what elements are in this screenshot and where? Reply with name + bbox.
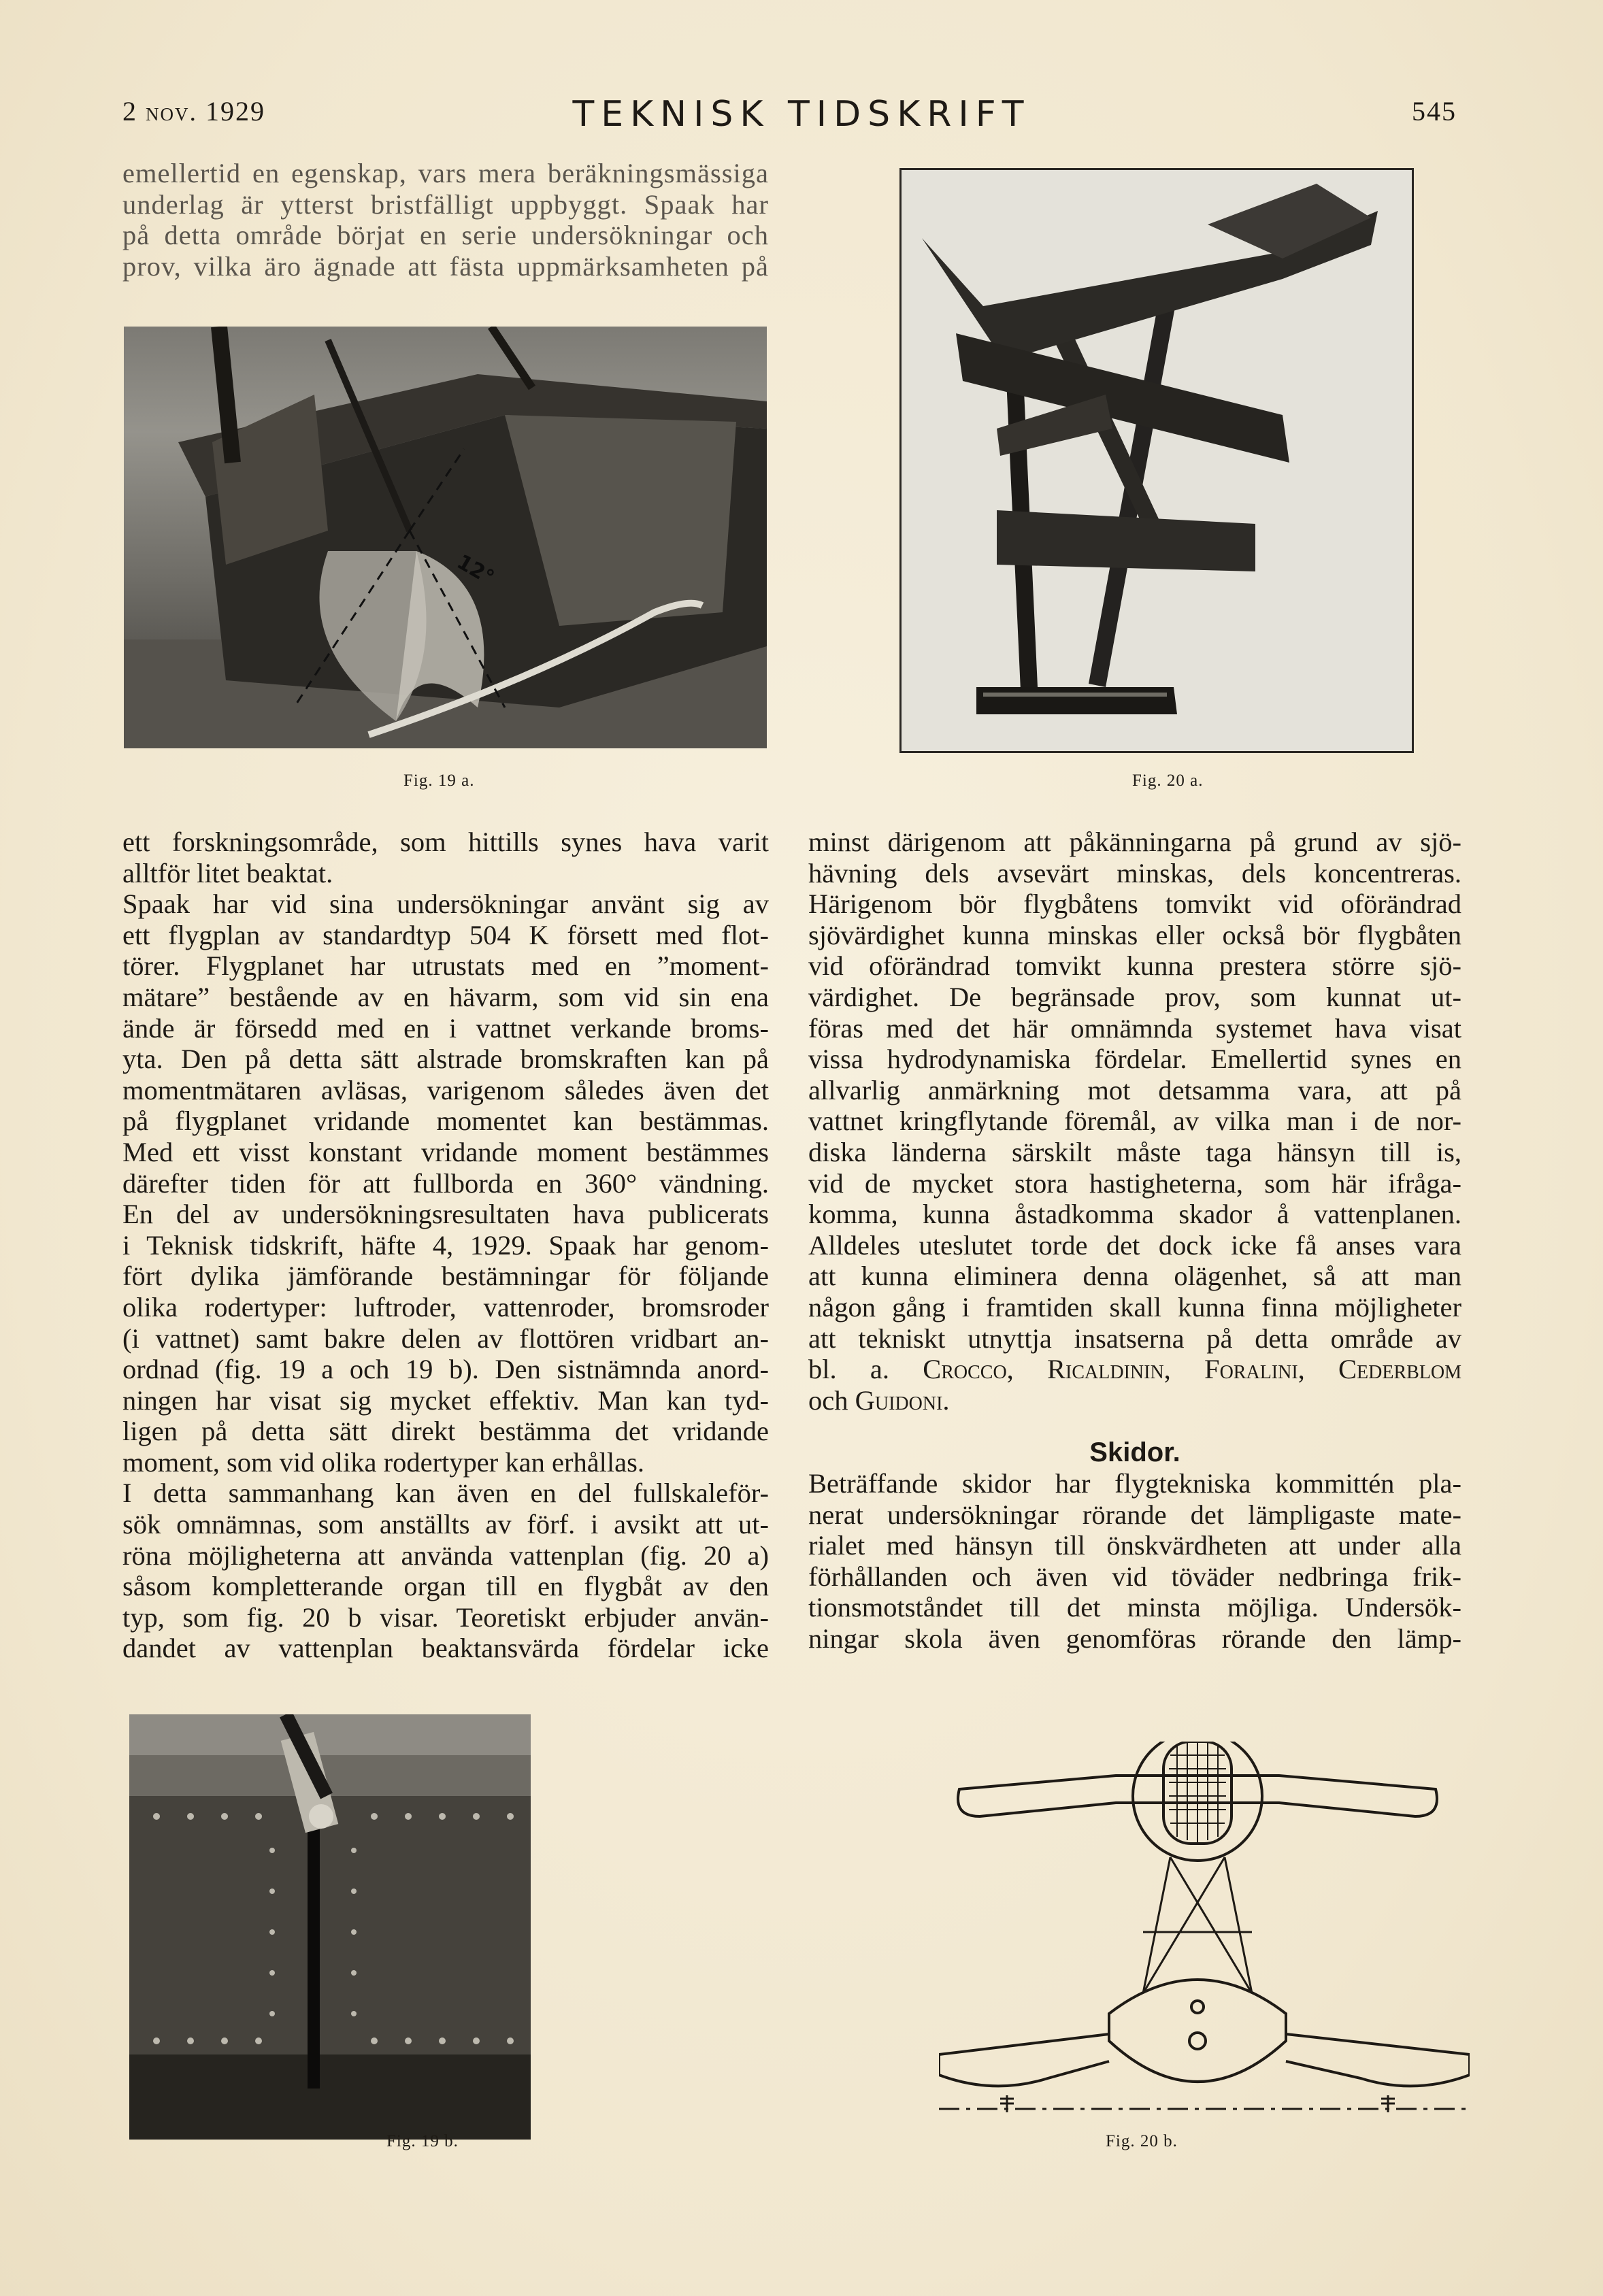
text-line: någon gång i framtiden skall kunna finna möjligheter	[808, 1291, 1461, 1322]
text-line: därefter tiden för att fullborda en 360° vändning.	[122, 1167, 769, 1199]
text-line: minst därigenom att påkänningarna på grund av sjö-	[808, 827, 1461, 857]
text-line: moment, som vid olika rodertyper kan erhållas.	[122, 1446, 645, 1478]
journal-title: TEKNISK TIDSKRIFT	[572, 94, 1031, 135]
text-line: rialet med hänsyn till önskvärdheten att under alla	[808, 1530, 1461, 1561]
text-line: såsom kompletterande organ till en flygbåt av den	[122, 1571, 769, 1602]
text-line: I detta sammanhang kan även en del fullskaleför-	[122, 1478, 769, 1509]
text-line: vissa hydrodynamiska fördelar. Emellertid synes en	[808, 1044, 1461, 1075]
text-line: dandet av vattenplan beaktansvärda fördelar icke	[122, 1633, 769, 1664]
text-line: ett flygplan av standardtyp 504 K försett med flot-	[122, 919, 769, 950]
figure-19a-photo	[124, 327, 767, 748]
text-line: prov, vilka äro ägnade att fästa uppmärksamheten på	[122, 250, 769, 282]
text-line: sök omnämnas, som anställts av förf. i avsikt att ut-	[122, 1509, 769, 1540]
text-line: Spaak har vid sina undersökningar använt sig av	[122, 888, 769, 920]
text-line: diska länderna särskilt måste taga hänsyn till is,	[808, 1136, 1461, 1167]
names-line2-prefix: och	[808, 1384, 848, 1416]
text-line: att tekniskt utnyttja insatserna på detta område av	[808, 1322, 1461, 1354]
text-line: att kunna eliminera denna olägenhet, så att man	[808, 1261, 1461, 1292]
name-foralini: Foralini,	[1204, 1354, 1305, 1385]
text-line: komma, kunna åstadkomma skador å vattenplanen.	[808, 1199, 1461, 1230]
fig20b-caption: Fig. 20 b.	[1106, 2132, 1178, 2150]
text-line: emellertid en egenskap, vars mera beräkningsmässiga	[122, 158, 769, 188]
figure-19b-photo	[129, 1714, 531, 2140]
text-line: ordnad (fig. 19 a och 19 b). Den sistnämnda anord-	[122, 1354, 769, 1385]
skidor-paragraph	[808, 1468, 1461, 1654]
text-line: på flygplanet vridande momentet kan bestämmas.	[122, 1105, 769, 1137]
name-cederblom: Cederblom	[1338, 1354, 1461, 1385]
names-prefix: bl. a.	[808, 1354, 889, 1385]
text-line: ett forskningsområde, som hittills synes hava varit	[122, 827, 769, 857]
text-line: Alldeles uteslutet torde det dock icke få anses vara	[808, 1229, 1461, 1261]
flying-boat-front-drawing	[939, 1742, 1470, 2146]
text-line: (i vattnet) samt bakre delen av flottören vridbart an-	[122, 1322, 769, 1354]
fig19a-caption: Fig. 19 a.	[403, 771, 475, 790]
right-column-text	[808, 827, 1461, 1416]
text-line: förhållanden och även vid töväder nedbringa frik-	[808, 1561, 1461, 1592]
text-line: röna möjligheterna att använda vattenplan (fig. 20 a)	[122, 1540, 769, 1571]
float-rudder-photo	[124, 327, 767, 748]
text-line: värdighet. De begränsade prov, som kunnat ut-	[808, 981, 1461, 1012]
text-line: sjövärdighet kunna minskas eller också bör flygbåten	[808, 919, 1461, 950]
fig19b-caption: Fig. 19 b.	[386, 2132, 459, 2150]
name-crocco: Crocco,	[923, 1354, 1014, 1385]
text-line: hävning dels avsevärt minskas, dels koncentreras.	[808, 857, 1461, 888]
text-line: yta. Den på detta sätt alstrade bromskraften kan på	[122, 1044, 769, 1075]
figure-20b-drawing	[939, 1742, 1470, 2146]
text-line: nerat undersökningar rörande det lämpligaste mate-	[808, 1499, 1461, 1530]
text-line: typ, som fig. 20 b visar. Teoretiskt erbjuder använ-	[122, 1601, 769, 1633]
text-line: törer. Flygplanet har utrustats med en ”moment-	[122, 950, 769, 982]
text-line: vid de mycket stora hastigheterna, som här ifråga-	[808, 1167, 1461, 1199]
text-line: Med ett visst konstant vridande moment bestämmes	[122, 1136, 769, 1167]
riveted-float-photo	[129, 1714, 531, 2140]
name-guidoni: Guidoni.	[855, 1384, 950, 1416]
hydrofoil-ladder-photo	[902, 170, 1412, 751]
fig20a-caption: Fig. 20 a.	[1132, 771, 1204, 790]
text-line: Härigenom bör flygbåtens tomvikt vid oförändrad	[808, 888, 1461, 920]
page-number: 545	[1412, 96, 1457, 127]
text-line: tionsmotståndet till det minsta möjliga. Undersök-	[808, 1592, 1461, 1623]
angle-label: 12°	[452, 550, 498, 590]
names-line-2	[808, 1385, 1461, 1416]
text-line: momentmätaren avläsas, varigenom således även det	[122, 1074, 769, 1105]
left-column-text	[122, 827, 769, 1664]
names-line	[808, 1354, 1461, 1385]
text-line: i Teknisk tidskrift, häfte 4, 1929. Spaak har genom-	[122, 1229, 769, 1261]
text-line: mätare” bestående av en hävarm, som vid sin ena	[122, 981, 769, 1012]
text-line: ningar skola även genomföras rörande den lämp-	[808, 1623, 1461, 1654]
text-line: allvarlig anmärkning mot detsamma vara, att på	[808, 1074, 1461, 1105]
header-year: 1929	[205, 96, 265, 127]
text-line: vattnet kringflytande föremål, av vilka man i de nor-	[808, 1105, 1461, 1137]
header-month: nov.	[146, 98, 197, 127]
text-line: på detta område börjat en serie undersökningar och	[122, 220, 769, 251]
text-line: alltför litet beaktat.	[122, 857, 333, 888]
header-day: 2	[122, 96, 137, 127]
text-line: ände är försedd med en i vattnet verkande broms-	[122, 1012, 769, 1044]
text-line: underlag är ytterst bristfälligt uppbyggt. Spaak har	[122, 188, 769, 220]
figure-20a-photo	[899, 168, 1414, 753]
text-line: ningen har visat sig mycket effektiv. Man kan tyd-	[122, 1384, 769, 1416]
text-line: En del av undersökningsresultaten hava publicerats	[122, 1199, 769, 1230]
text-line: fört dylika jämförande bestämningar för följande	[122, 1261, 769, 1292]
text-line: Beträffande skidor har flygtekniska kommittén pla-	[808, 1468, 1461, 1499]
name-ricaldinin: Ricaldinin,	[1047, 1354, 1171, 1385]
section-heading-skidor: Skidor.	[1089, 1437, 1180, 1467]
text-line: föras med det här omnämnda systemet hava visat	[808, 1012, 1461, 1044]
text-line: ligen på detta sätt direkt bestämma det vridande	[122, 1416, 769, 1447]
top-paragraph	[122, 158, 769, 282]
text-line: olika rodertyper: luftroder, vattenroder, bromsroder	[122, 1291, 769, 1322]
text-line: vid oförändrad tomvikt kunna prestera större sjö-	[808, 950, 1461, 982]
